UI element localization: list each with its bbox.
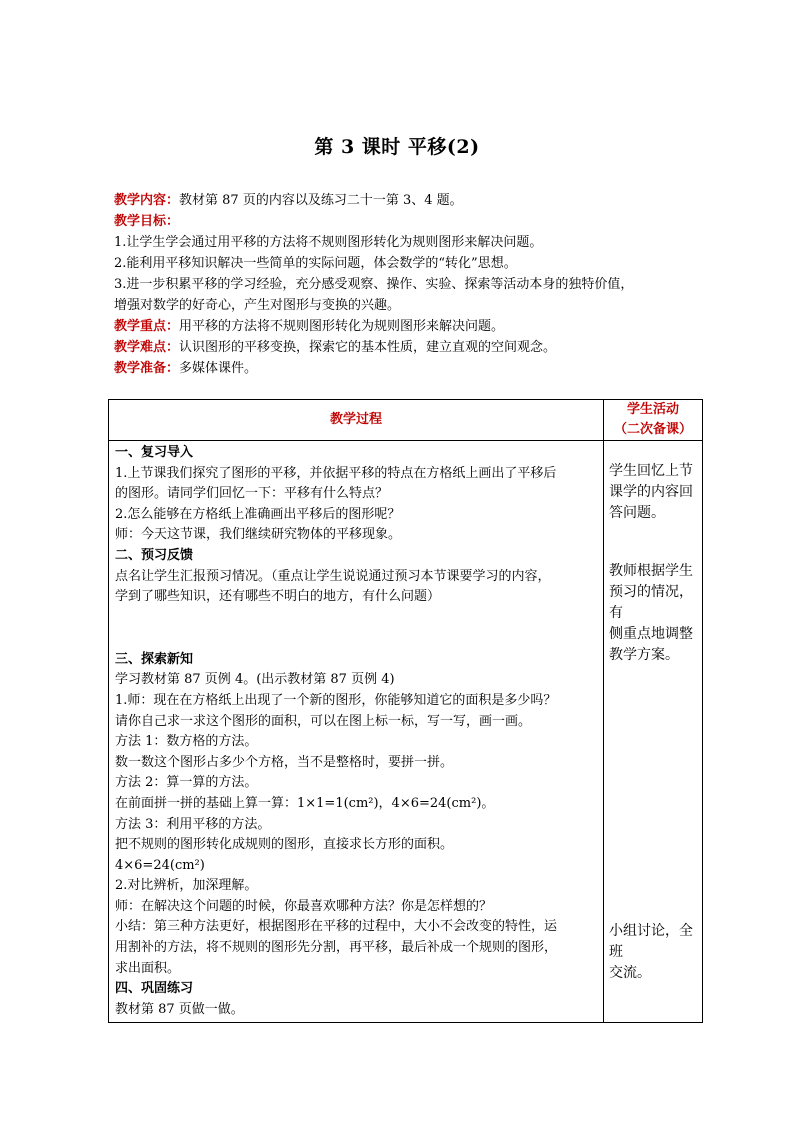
header-side-line: 学生活动 (626, 402, 679, 417)
section-heading: 三、探索新知 (115, 651, 194, 667)
header-student-activity (604, 400, 703, 441)
text-line: 方法 3：利用平移的方法。 (115, 816, 271, 832)
text-line: 用割补的方法，将不规则的图形先分割，再平移，最后补成一个规则的图形， (115, 940, 558, 956)
text-line: 师：今天这节课，我们继续研究物体的平移现象。 (115, 527, 402, 543)
side-line: 侧重点地调整 (609, 626, 693, 642)
process-cell (109, 441, 604, 1023)
lesson-meta (114, 190, 694, 379)
goal-line: 1.让学生学会通过用平移的方法将不规则图形转化为规则图形来解决问题。 (114, 235, 543, 250)
content-row (114, 190, 694, 211)
prep-label: 教学准备： (114, 361, 180, 376)
section-heading: 一、复习导入 (115, 445, 194, 460)
side-line: 小组讨论，全班 (609, 923, 693, 960)
text-line: 方法 1：数方格的方法。 (115, 734, 258, 750)
text-line: 学到了哪些知识，还有哪些不明白的地方，有什么问题） (115, 589, 441, 605)
content-label: 教学内容： (114, 193, 180, 208)
lesson-table (108, 399, 703, 1023)
text-line: 点名让学生汇报预习情况。（重点让学生说说通过预习本节课要学习的内容， (115, 568, 551, 584)
text-line: 把不规则的图形转化成规则的图形，直接求长方形的面积。 (115, 837, 454, 853)
content-text: 教材第 87 页的内容以及练习二十一第 3、4 题。 (179, 193, 463, 208)
goals-label: 教学目标： (114, 214, 180, 229)
side-line: 学生回忆上节 (609, 463, 693, 479)
key-text: 用平移的方法将不规则图形转化为规则图形来解决问题。 (179, 319, 505, 334)
side-line: 预习的情况，有 (609, 584, 693, 621)
text-line: 师：在解决这个问题的时候，你最喜欢哪种方法？你是怎样想的？ (115, 898, 493, 914)
difficulty-row (114, 337, 694, 358)
text-line: 的图形。请同学们回忆一下：平移有什么特点？ (115, 486, 389, 502)
spacer (609, 524, 698, 561)
table-body-row (109, 441, 703, 1023)
text-line: 方法 2：算一算的方法。 (115, 775, 258, 791)
side-line: 交流。 (609, 965, 651, 981)
side-line: 答问题。 (609, 505, 665, 521)
key-label: 教学重点： (114, 319, 180, 334)
prep-row (114, 358, 694, 379)
text-line: 1.师：现在在方格纸上出现了一个新的图形，你能够知道它的面积是多少吗？ (115, 692, 557, 708)
spacer (609, 666, 698, 921)
spacer (115, 608, 599, 650)
prep-text: 多媒体课件。 (179, 361, 258, 376)
text-line: 请你自己求一求这个图形的面积，可以在图上标一标，写一写，画一画。 (115, 713, 532, 729)
header-side-line: （二次备课） (613, 422, 692, 437)
side-line: 教学方案。 (609, 647, 679, 663)
section-heading: 四、巩固练习 (115, 981, 194, 997)
goal-line: 3.进一步积累平移的学习经验，充分感受观察、操作、实验、探索等活动本身的独特价值， (114, 277, 634, 292)
text-line: 2.对比辨析，加深理解。 (115, 878, 258, 894)
side-line: 课学的内容回 (609, 484, 693, 500)
text-line: 在前面拼一拼的基础上算一算：1×1=1(cm²)，4×6=24(cm²)。 (115, 795, 495, 811)
side-line: 教师根据学生 (609, 563, 693, 579)
difficulty-text: 认识图形的平移变换，探索它的基本性质，建立直观的空间观念。 (179, 340, 557, 355)
key-row (114, 316, 694, 337)
goal-line: 增强对数学的好奇心，产生对图形与变换的兴趣。 (114, 298, 401, 313)
goals-row (114, 211, 694, 232)
text-line: 2.怎么能够在方格纸上准确画出平移后的图形呢？ (115, 506, 401, 522)
text-line: 学习教材第 87 页例 4。(出示教材第 87 页例 4) (115, 672, 395, 688)
page-title: 第 3 课时 平移(2) (314, 136, 480, 158)
text-line: 数一数这个图形占多少个方格，当不是整格时，要拼一拼。 (115, 754, 454, 770)
header-process: 教学过程 (109, 400, 604, 441)
table-header-row (109, 400, 703, 441)
student-activity-cell (604, 441, 703, 1023)
text-line: 求出面积。 (115, 960, 181, 976)
text-line: 4×6=24(cm²) (115, 857, 205, 873)
difficulty-label: 教学难点： (114, 340, 180, 355)
text-line: 小结：第三种方法更好，根据图形在平移的过程中，大小不会改变的特性，运 (115, 919, 558, 935)
goal-line: 2.能利用平移知识解决一些简单的实际问题，体会数学的“转化”思想。 (114, 256, 517, 271)
text-line: 教材第 87 页做一做。 (115, 1001, 244, 1017)
section-heading: 二、预习反馈 (115, 547, 194, 563)
text-line: 1.上节课我们探究了图形的平移，并依据平移的特点在方格纸上画出了平移后 (115, 465, 557, 481)
